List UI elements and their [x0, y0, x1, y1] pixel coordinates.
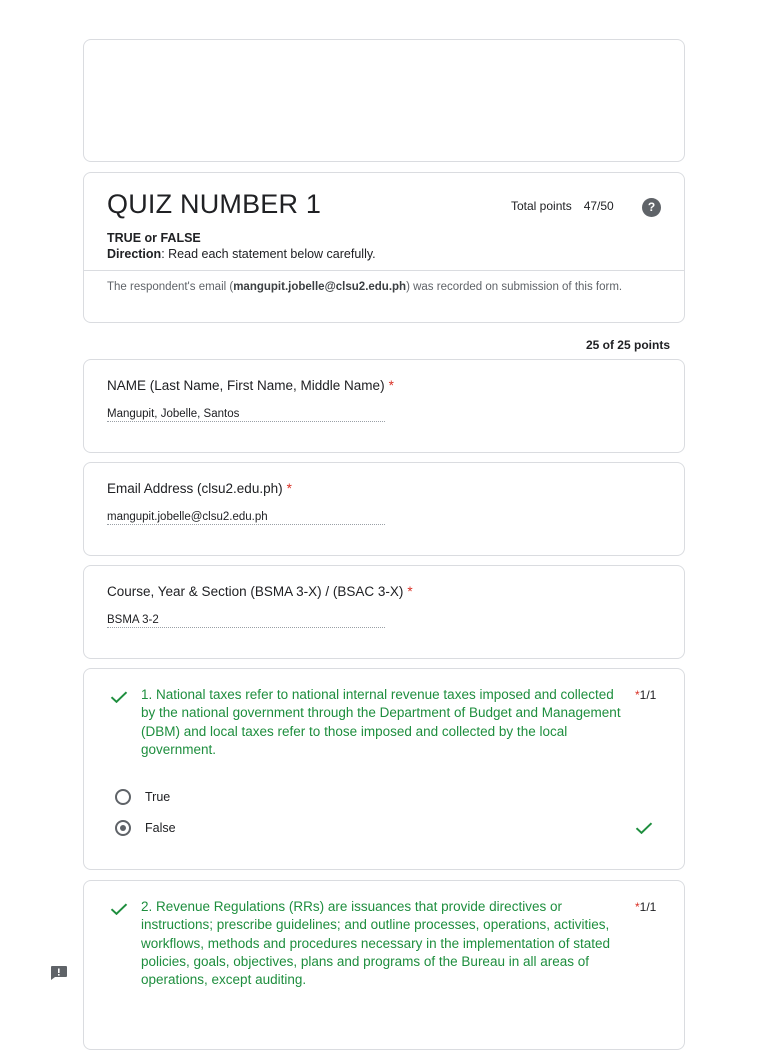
- radio-button-false[interactable]: [115, 820, 131, 836]
- course-question-label: Course, Year & Section (BSMA 3-X) / (BSAC 3-X): [107, 584, 404, 599]
- email-answer: mangupit.jobelle@clsu2.edu.ph: [107, 511, 385, 525]
- question-2-card: [83, 880, 685, 1050]
- name-question-label: NAME (Last Name, First Name, Middle Name): [107, 378, 385, 393]
- form-banner: [83, 39, 685, 162]
- option-false-label: False: [145, 821, 176, 835]
- question-2-text: 2. Revenue Regulations (RRs) are issuances that provide directives or instructions; prescribe guidelines; and outline processes, operations, activities, workflows, methods and procedures necessary in the implementation of stated policies, goals, objectives, plans and programs of the Bureau in all areas of operations, except auditing.: [141, 899, 610, 988]
- question-2-points-value: 1/1: [639, 900, 657, 914]
- name-answer: Mangupit, Jobelle, Santos: [107, 408, 385, 422]
- required-marker: *: [286, 481, 292, 496]
- required-marker: *: [635, 688, 640, 702]
- correct-answer-check-icon: [635, 822, 653, 834]
- name-question: [107, 378, 394, 393]
- required-marker: *: [635, 900, 640, 914]
- help-icon[interactable]: ?: [642, 198, 661, 217]
- question-2-points: [635, 900, 656, 914]
- total-points-value: 47/50: [583, 199, 614, 213]
- course-answer: BSMA 3-2: [107, 614, 385, 628]
- question-1-points: [635, 688, 656, 702]
- total-points: [511, 199, 614, 213]
- email-note-address: mangupit.jobelle@clsu2.edu.ph: [233, 281, 407, 293]
- check-icon: [110, 903, 128, 915]
- option-true-label: True: [145, 790, 171, 804]
- required-marker: *: [388, 378, 394, 393]
- email-question-label: Email Address (clsu2.edu.ph): [107, 481, 283, 496]
- email-question: [107, 481, 292, 496]
- form-header: [83, 172, 685, 323]
- name-question-card: [83, 359, 685, 453]
- direction-label: Direction: [107, 247, 162, 261]
- email-recorded-note: [107, 279, 662, 295]
- email-note-prefix: The respondent's email (: [107, 281, 234, 293]
- course-question: [107, 584, 413, 599]
- email-note-suffix: ) was recorded on submission of this form.: [406, 281, 623, 293]
- section-score: 25 of 25 points: [585, 338, 670, 352]
- question-1-points-value: 1/1: [639, 688, 657, 702]
- question-1-card: [83, 668, 685, 870]
- email-question-card: [83, 462, 685, 556]
- header-divider: [84, 270, 684, 271]
- course-question-card: [83, 565, 685, 659]
- question-1-text: 1. National taxes refer to national internal revenue taxes imposed and collected by the national government through the Department of Budget and Management (DBM) and local taxes refer to those imposed and collected by the local government.: [141, 687, 621, 757]
- form-title: QUIZ NUMBER 1: [107, 189, 322, 219]
- direction-text: : Read each statement below carefully.: [161, 247, 376, 261]
- check-icon: [110, 691, 128, 703]
- total-points-label: Total points: [511, 199, 572, 213]
- feedback-icon[interactable]: [49, 965, 68, 981]
- required-marker: *: [407, 584, 413, 599]
- form-direction: [107, 247, 376, 261]
- form-subtitle: TRUE or FALSE: [107, 231, 201, 245]
- radio-button-true[interactable]: [115, 789, 131, 805]
